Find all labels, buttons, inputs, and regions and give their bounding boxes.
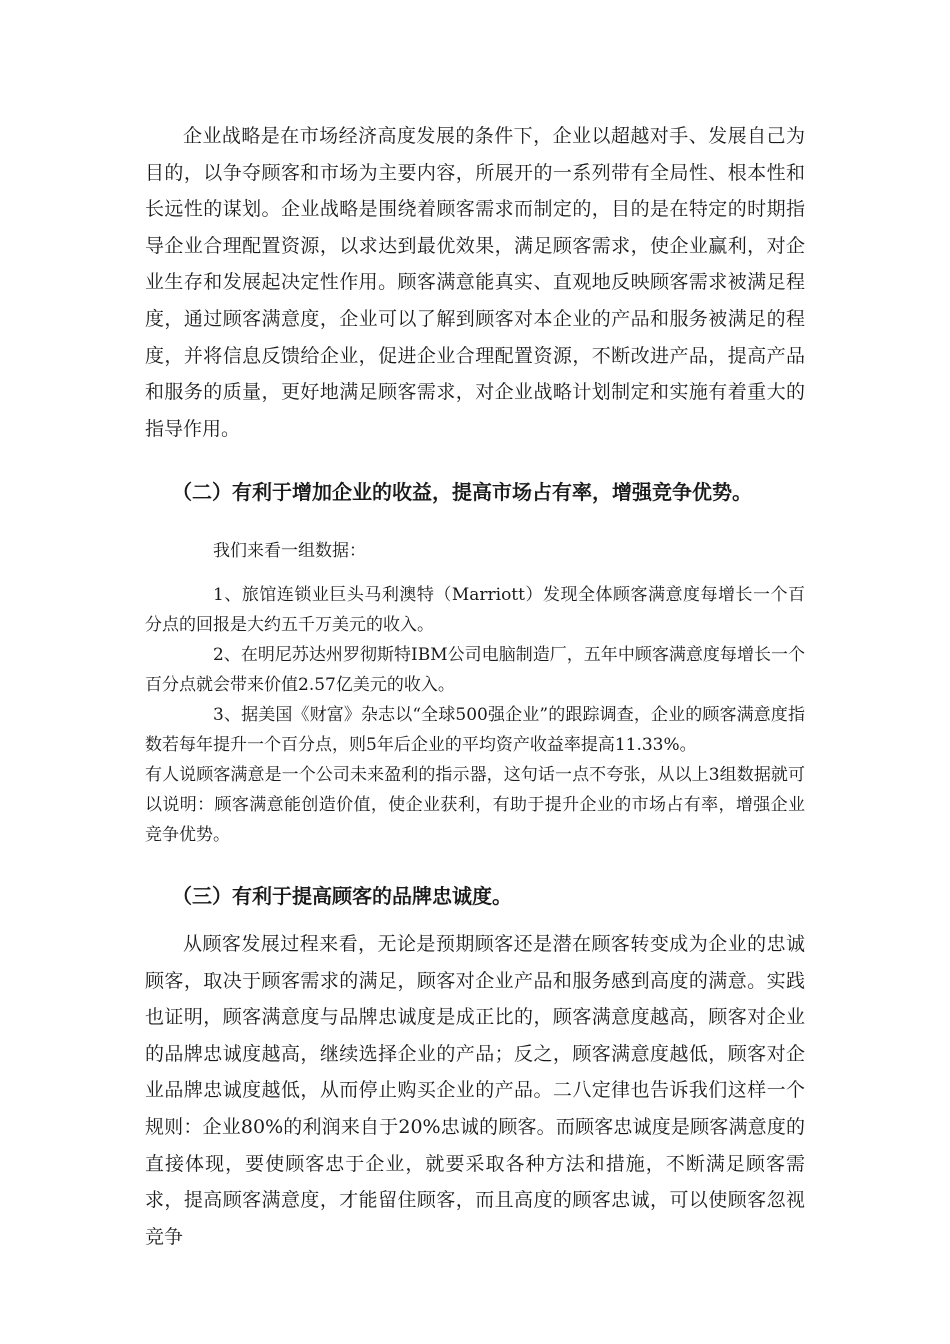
data-intro-line: 我们来看一组数据： xyxy=(213,541,366,561)
strategy-paragraph: 企业战略是在市场经济高度发展的条件下，企业以超越对手、发展自己为目的，以争夺顾客和市场为主要内容，所展开的一系列带有全局性、根本性和长远性的谋划。企业战略是围绕着顾客需求而制定的，目的是在特定的时期指导企业合理配置资源，以求达到最优效果，满足顾客需求，使企业赢利，对企业生存和发展起决定性作用。顾客满意能真实、直观地反映顾客需求被满足程度，通过顾客满意度，企业可以了解到顾客对本企业的产品和服务被满足的程度，并将信息反馈给企业，促进企业合理配置资源，不断改进产品，提高产品和服务的质量，更好地满足顾客需求，对企业战略计划制定和实施有着重大的指导作用。 xyxy=(145,125,805,440)
data-item-fortune: 3、据美国《财富》杂志以“全球500强企业”的跟踪调查，企业的顾客满意度指数若每年提升一个百分点，则5年后企业的平均资产收益率提高11.33%。 xyxy=(145,705,805,755)
data-summary-paragraph: 有人说顾客满意是一个公司未来盈利的指示器，这句话一点不夸张，从以上3组数据就可以说明：顾客满意能创造价值，使企业获利，有助于提升企业的市场占有率，增强企业竞争优势。 xyxy=(145,765,805,845)
loyalty-paragraph: 从顾客发展过程来看，无论是预期顾客还是潜在顾客转变成为企业的忠诚顾客，取决于顾客需求的满足，顾客对企业产品和服务感到高度的满意。实践也证明，顾客满意度与品牌忠诚度是成正比的，顾客满意度越高，顾客对企业的品牌忠诚度越高，继续选择企业的产品；反之，顾客满意度越低，顾客对企业品牌忠诚度越低，从而停止购买企业的产品。二八定律也告诉我们这样一个规则：企业80%的利润来自于20%忠诚的顾客。而顾客忠诚度是顾客满意度的直接体现，要使顾客忠于企业，就要采取各种方法和措施，不断满足顾客需求，提高顾客满意度，才能留住顾客，而且高度的顾客忠诚，可以使顾客忽视竞争 xyxy=(145,933,805,1248)
data-item-ibm: 2、在明尼苏达州罗彻斯特IBM公司电脑制造厂，五年中顾客满意度每增长一个百分点就会带来价值2.57亿美元的收入。 xyxy=(145,645,805,695)
section-heading-revenue: （二）有利于增加企业的收益，提高市场占有率，增强竞争优势。 xyxy=(172,480,752,504)
section-heading-loyalty: （三）有利于提高顾客的品牌忠诚度。 xyxy=(172,884,512,908)
data-item-marriott: 1、旅馆连锁业巨头马利澳特（Marriott）发现全体顾客满意度每增长一个百分点的回报是大约五千万美元的收入。 xyxy=(145,585,805,635)
data-list xyxy=(145,580,805,850)
